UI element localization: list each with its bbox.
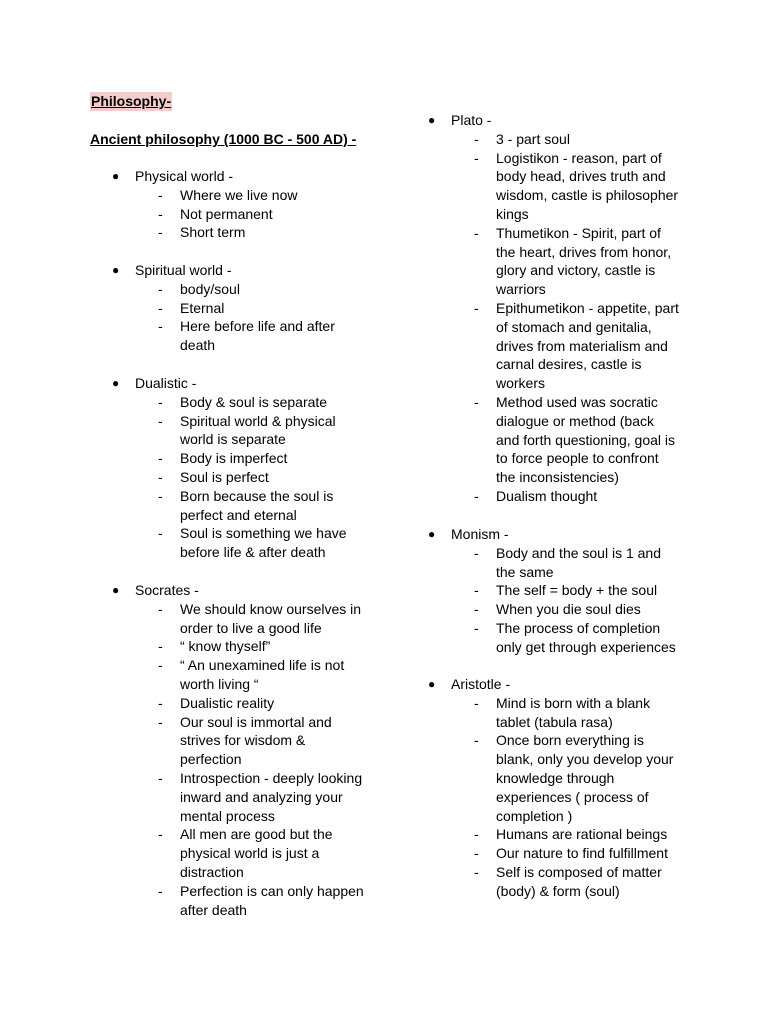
list-item: Humans are rational beings <box>496 826 668 843</box>
bullet-icon: ● <box>112 583 120 597</box>
dash-icon: - <box>158 600 163 617</box>
dash-icon: - <box>158 769 163 786</box>
list-item: “ know thyself” <box>180 638 271 655</box>
document-title: Philosophy- <box>91 93 172 109</box>
list-item: Here before life and after death <box>180 318 335 354</box>
dash-icon: - <box>474 393 479 410</box>
topic-dualistic <box>90 374 390 562</box>
dash-icon: - <box>474 694 479 711</box>
dash-icon: - <box>158 318 163 335</box>
dash-icon: - <box>474 863 479 880</box>
bullet-icon: ● <box>428 113 436 127</box>
list-item: Logistikon - reason, part of body head, drives truth and wisdom, castle is philosopher kings <box>496 149 679 222</box>
bullet-icon: ● <box>112 376 120 390</box>
bullet-icon: ● <box>112 169 120 183</box>
list-item: Eternal <box>180 299 225 316</box>
dash-icon: - <box>158 280 163 297</box>
list-item: Body & soul is separate <box>180 393 328 410</box>
topic-heading: Dualistic - <box>135 375 197 391</box>
list-item: Not permanent <box>180 205 273 222</box>
dash-icon: - <box>158 205 163 222</box>
topic-heading: Aristotle - <box>451 676 511 692</box>
dash-icon: - <box>474 619 479 636</box>
dash-icon: - <box>474 487 479 504</box>
topic-aristotle <box>406 675 696 901</box>
section-heading: Ancient philosophy (1000 BC - 500 AD) - <box>90 131 357 147</box>
dash-icon: - <box>158 412 163 429</box>
topic-spiritual-world <box>90 261 390 355</box>
dash-icon: - <box>474 544 479 561</box>
topic-physical-world <box>90 167 390 242</box>
dash-icon: - <box>474 130 479 147</box>
topic-heading: Physical world - <box>135 168 234 184</box>
topic-plato <box>406 111 696 506</box>
list-item: Introspection - deeply looking inward and analyzing your mental process <box>180 769 363 824</box>
dash-icon: - <box>158 694 163 711</box>
list-item: When you die soul dies <box>496 601 641 618</box>
dash-icon: - <box>158 468 163 485</box>
bullet-icon: ● <box>428 527 436 541</box>
list-item: Perfection is can only happen after death <box>180 882 364 918</box>
dash-icon: - <box>158 525 163 542</box>
list-item: 3 - part soul <box>496 130 570 147</box>
list-item: body/soul <box>180 280 240 297</box>
list-item: Short term <box>180 224 246 241</box>
dash-icon: - <box>474 582 479 599</box>
list-item: The process of completion only get through experiences <box>496 619 676 655</box>
list-item: Born because the soul is perfect and eternal <box>180 487 334 523</box>
dash-icon: - <box>158 393 163 410</box>
topic-socrates <box>90 581 390 919</box>
dash-icon: - <box>474 845 479 862</box>
topic-monism <box>406 525 696 657</box>
list-item: Thumetikon - Spirit, part of the heart, drives from honor, glory and victory, castle is warriors <box>496 224 672 298</box>
list-item: The self = body + the soul <box>496 582 658 599</box>
dash-icon: - <box>158 487 163 504</box>
list-item: Body and the soul is 1 and the same <box>496 544 662 580</box>
list-item: Where we live now <box>180 186 298 203</box>
list-item: Spiritual world & physical world is separate <box>180 412 336 448</box>
list-item: We should know ourselves in order to live a good life <box>180 600 362 636</box>
dash-icon: - <box>158 657 163 674</box>
dash-icon: - <box>158 638 163 655</box>
dash-icon: - <box>158 826 163 843</box>
dash-icon: - <box>158 186 163 203</box>
list-item: Dualistic reality <box>180 694 275 711</box>
list-item: Body is imperfect <box>180 450 288 467</box>
dash-icon: - <box>474 601 479 618</box>
dash-icon: - <box>158 713 163 730</box>
dash-icon: - <box>474 732 479 749</box>
dash-icon: - <box>474 224 479 241</box>
list-item: Method used was socratic dialogue or method (back and forth questioning, goal is to force people to confront the inconsistencies) <box>496 393 676 486</box>
bullet-icon: ● <box>428 677 436 691</box>
topic-heading: Monism - <box>451 526 509 542</box>
dash-icon: - <box>474 826 479 843</box>
dash-icon: - <box>474 149 479 166</box>
list-item: Self is composed of matter (body) & form (soul) <box>496 863 662 899</box>
list-item: Epithumetikon - appetite, part of stomach and genitalia, drives from materialism and carnal desires, castle is workers <box>496 299 679 392</box>
topic-heading: Spiritual world - <box>135 262 232 278</box>
list-item: Once born everything is blank, only you develop your knowledge through experiences ( process of completion ) <box>496 732 674 824</box>
dash-icon: - <box>158 224 163 241</box>
list-item: All men are good but the physical world is just a distraction <box>180 826 333 880</box>
topic-heading: Plato - <box>451 112 492 128</box>
bullet-icon: ● <box>112 263 120 277</box>
dash-icon: - <box>474 299 479 316</box>
dash-icon: - <box>158 882 163 899</box>
list-item: Our nature to find fulfillment <box>496 845 668 862</box>
list-item: Mind is born with a blank tablet (tabula rasa) <box>496 694 651 730</box>
dash-icon: - <box>158 299 163 316</box>
list-item: Dualism thought <box>496 487 598 504</box>
list-item: Soul is something we have before life & after death <box>180 525 347 561</box>
list-item: Our soul is immortal and strives for wisdom & perfection <box>180 713 332 768</box>
topic-heading: Socrates - <box>135 582 199 598</box>
list-item: Soul is perfect <box>180 468 269 485</box>
dash-icon: - <box>158 450 163 467</box>
list-item: “ An unexamined life is not worth living “ <box>180 657 345 692</box>
